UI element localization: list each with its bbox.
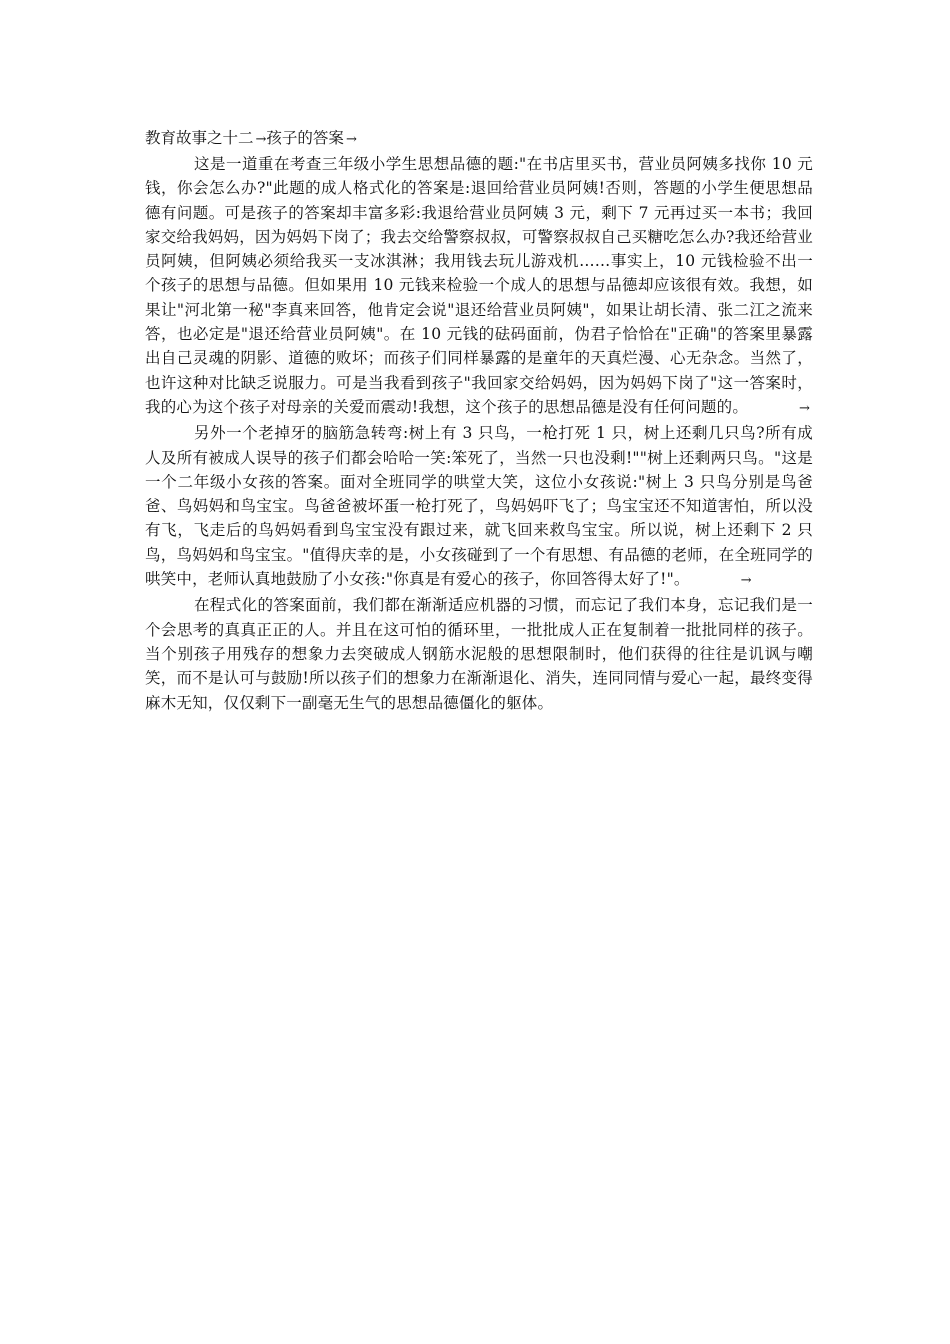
paragraph [145,593,813,714]
document-subtitle: 孩子的答案 [266,129,344,147]
paragraph [145,152,813,421]
paragraph-mark-icon: → [345,132,357,147]
paragraph-text: 在程式化的答案面前，我们都在渐渐适应机器的习惯，而忘记了我们本身，忘记我们是一个会思考的真真正正的人。并且在这可怕的循环里，一批批成人正在复制着一批批同样的孩子。当个别孩子用残存的想象力去突破成人钢筋水泥般的思想限制时，他们获得的往往是讥讽与嘲笑，而不是认可与鼓励!所以孩子们的想象力在渐渐退化、消失，连同同情与爱心一起，最终变得麻木无知，仅仅剩下一副毫无生气的思想品德僵化的躯体。 [145,596,813,712]
document-title-line [145,126,813,152]
document-title: 教育故事之十二 [145,129,254,147]
paragraph [145,421,813,593]
paragraph-text: 这是一道重在考查三年级小学生思想品德的题:"在书店里买书，营业员阿姨多找你 10 元钱，你会怎么办?"此题的成人格式化的答案是:退回给营业员阿姨!否则，答题的小学生便思想品德有问题。可是孩子的答案却丰富多彩:我退给营业员阿姨 3 元，剩下 7 元再过买一本书；我回家交给我妈妈，因为妈妈下岗了；我去交给警察叔叔，可警察叔叔自己买糖吃怎么办?我还给营业员阿姨，但阿姨必须给我买一支冰淇淋；我用钱去玩儿游戏机……事实上，10 元钱检验不出一个孩子的思想与品德。但如果用 10 元钱来检验一个成人的思想与品德却应该很有效。我想，如果让"河北第一秘"李真来回答，他肯定会说"退还给营业员阿姨"，如果让胡长清、张二江之流来答，也必定是"退还给营业员阿姨"。在 10 元钱的砝码面前，伪君子恰恰在"正确"的答案里暴露出自己灵魂的阴影、道德的败坏；而孩子们同样暴露的是童年的天真烂漫、心无杂念。当然了，也许这种对比缺乏说服力。可是当我看到孩子"我回家交给妈妈，因为妈妈下岗了"这一答案时，我的心为这个孩子对母亲的关爱而震动!我想，这个孩子的思想品德是没有任何问题的。 [145,155,813,416]
paragraph-mark-icon: → [255,132,267,147]
paragraph-mark-icon: → [740,573,752,589]
paragraph-mark-icon: → [799,400,811,416]
document-body [145,126,813,715]
paragraph-text: 另外一个老掉牙的脑筋急转弯:树上有 3 只鸟，一枪打死 1 只，树上还剩几只鸟?所有成人及所有被成人误导的孩子们都会哈哈一笑:笨死了，当然一只也没剩!""树上还剩两只鸟。"这是一个二年级小女孩的答案。面对全班同学的哄堂大笑，这位小女孩说:"树上 3 只鸟分别是鸟爸爸、鸟妈妈和鸟宝宝。鸟爸爸被坏蛋一枪打死了，鸟妈妈吓飞了；鸟宝宝还不知道害怕，所以没有飞，飞走后的鸟妈妈看到鸟宝宝没有跟过来，就飞回来救鸟宝宝。所以说，树上还剩下 2 只鸟，鸟妈妈和鸟宝宝。"值得庆幸的是，小女孩碰到了一个有思想、有品德的老师，在全班同学的哄笑中，老师认真地鼓励了小女孩:"你真是有爱心的孩子，你回答得太好了!"。 [145,424,813,589]
